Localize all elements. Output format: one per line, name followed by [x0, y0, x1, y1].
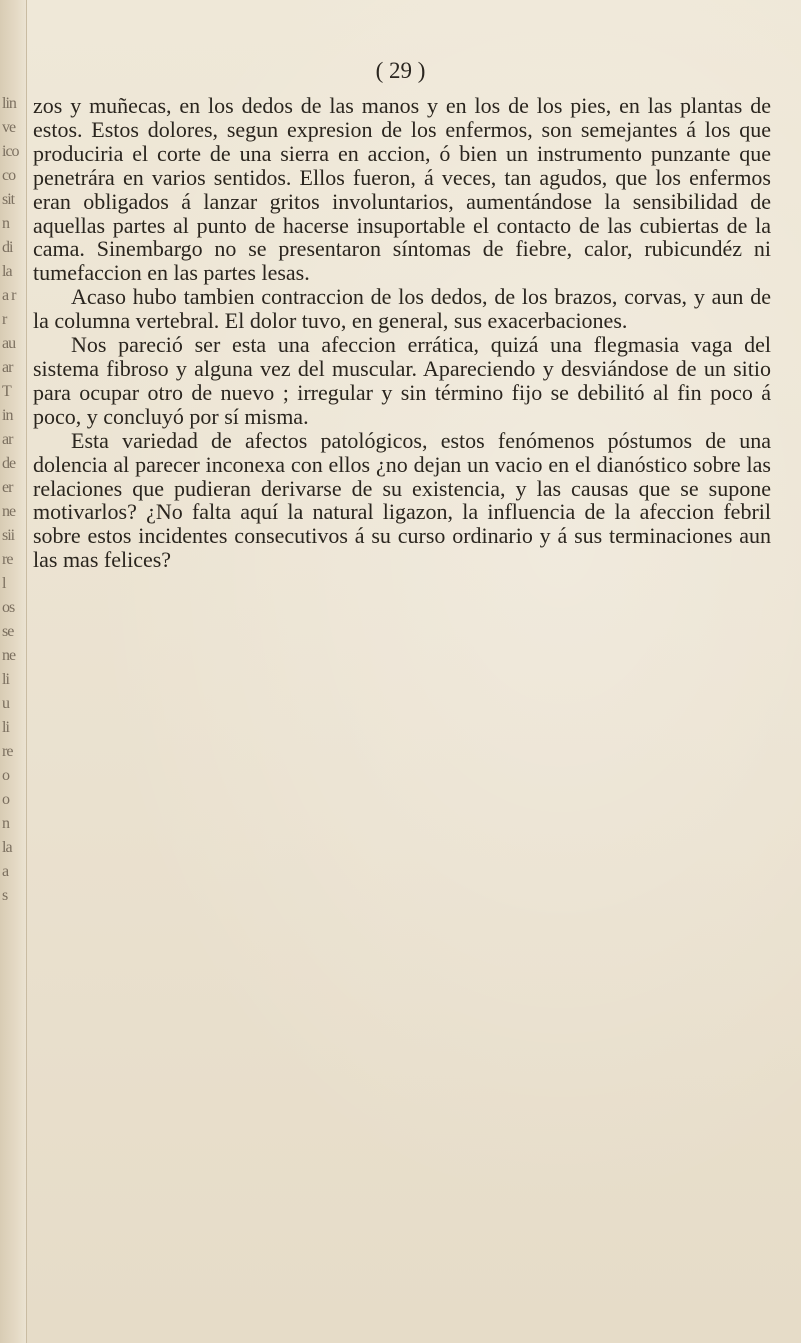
gutter-fragment: ar	[2, 359, 13, 376]
gutter-fragment: di	[2, 239, 13, 256]
gutter-fragment: li	[2, 671, 9, 688]
gutter-fragment: n	[2, 215, 9, 232]
gutter-fragment: sit	[2, 191, 15, 208]
gutter-fragment: la	[2, 263, 12, 280]
paragraph-2: Acaso hubo tambien contraccion de los dedos, de los brazos, corvas, y aun de la columna vertebral. El dolor tuvo, en general, sus exacerbaciones.	[33, 284, 771, 334]
gutter-fragment: ico	[2, 143, 19, 160]
page-number: ( 29 )	[375, 58, 426, 83]
paragraph-4: Esta variedad de afectos patológicos, estos fenómenos póstumos de una dolencia al parecer inconexa con ellos ¿no dejan un vacio en el dianóstico sobre las relaciones que pudieran derivarse de su existencia, y las causas que se supone motivarlos? ¿No falta aquí la natural ligazon, la influencia de la afeccion febril sobre estos incidentes consecutivos á su curso ordinario y á sus terminaciones aun las mas felices?	[33, 427, 771, 573]
gutter-fragment: l	[2, 575, 6, 592]
gutter-fragment: la	[2, 839, 12, 856]
gutter-fragment: a	[2, 863, 9, 880]
gutter-fragment: sii	[2, 527, 15, 544]
gutter-fragment: au	[2, 335, 16, 352]
gutter-fragment: er	[2, 479, 13, 496]
paragraph-1: zos y muñecas, en los dedos de las manos y en los de los pies, en las plantas de estos. Estos dolores, segun expresion de los enfermos, son semejantes á los que produciria el corte de una sierra en accion, ó bien un instrumento punzante que penetrára en varios sentidos. Ellos fueron, á veces, tan agudos, que los enfermos eran obligados á lanzar gritos involuntarios, aumentándose la sensibilidad de aquellas partes al punto de hacerse insuportable el contacto de las cubiertas de la cama. Sinembargo no se presentaron síntomas de fiebre, calor, rubicundéz ni tumefaccion en las partes lesas.	[33, 93, 771, 286]
gutter-fragment: lin	[2, 95, 16, 112]
gutter-fragment: ne	[2, 647, 16, 664]
gutter-fragment: se	[2, 623, 14, 640]
paragraph-3: Nos pareció ser esta una afeccion errática, quizá una flegmasia vaga del sistema fibroso y alguna vez del muscular. Apareciendo y desviándose de un sitio para ocupar otro de nuevo ; irregular y sin término fijo se debilitó al fin poco á poco, y concluyó por sí misma.	[33, 332, 771, 429]
gutter-fragment: o	[2, 791, 9, 808]
gutter-fragment: n	[2, 815, 9, 832]
gutter-fragment: u	[2, 695, 9, 712]
gutter-fragment: ar	[2, 431, 13, 448]
gutter-fragment: T	[2, 383, 11, 400]
binding-gutter	[0, 0, 27, 1343]
gutter-fragment: de	[2, 455, 16, 472]
gutter-fragment: ne	[2, 503, 16, 520]
body-text	[33, 94, 771, 572]
gutter-fragment: in	[2, 407, 13, 424]
gutter-fragment: co	[2, 167, 16, 184]
gutter-fragment: a r	[2, 287, 16, 304]
gutter-fragment: r	[2, 311, 7, 328]
gutter-fragment: li	[2, 719, 9, 736]
gutter-fragment: re	[2, 743, 13, 760]
gutter-fragment: o	[2, 767, 9, 784]
gutter-fragment: os	[2, 599, 15, 616]
gutter-fragment: ve	[2, 119, 16, 136]
gutter-fragment: re	[2, 551, 13, 568]
gutter-fragment: s	[2, 887, 8, 904]
